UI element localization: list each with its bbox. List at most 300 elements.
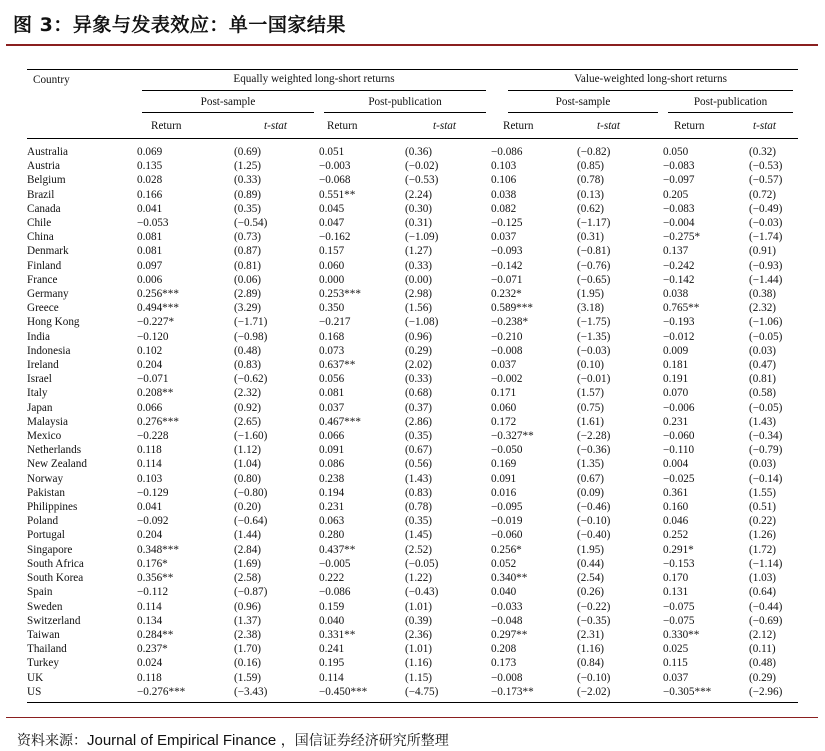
- return-cell: 0.204: [137, 529, 163, 542]
- tstat-cell: (0.81): [749, 373, 777, 386]
- return-cell: −0.162: [319, 231, 351, 244]
- group-header-value: [491, 70, 798, 93]
- return-cell: −0.173**: [491, 685, 577, 703]
- tstat-cell: (−0.62): [234, 373, 268, 386]
- return-cell: 0.016: [491, 486, 517, 499]
- return-cell: −0.050: [491, 444, 523, 457]
- country-cell: Finland: [27, 259, 62, 272]
- return-cell: 0.052: [491, 557, 517, 570]
- return-cell: 0.137: [663, 245, 689, 258]
- subheader-vw-post-sample: Post-sample: [491, 93, 663, 115]
- country-cell: Italy: [27, 387, 48, 400]
- tstat-cell: (−0.53): [405, 174, 439, 187]
- tstat-cell: (1.57): [577, 387, 605, 400]
- return-cell: 0.222: [319, 572, 345, 585]
- tstat-cell: (−0.93): [749, 259, 783, 272]
- tstat-cell: (1.43): [405, 472, 433, 485]
- country-cell: Turkey: [27, 657, 59, 670]
- tstat-cell: (−0.05): [405, 557, 439, 570]
- return-cell: 0.091: [319, 444, 345, 457]
- return-cell: 0.097: [137, 259, 163, 272]
- country-cell: Netherlands: [27, 444, 82, 457]
- tstat-cell: (−0.10): [577, 671, 611, 684]
- return-cell: 0.191: [663, 373, 689, 386]
- return-cell: 0.118: [137, 671, 162, 684]
- country-cell: Austria: [27, 160, 60, 173]
- table-row: [27, 472, 798, 486]
- table-row: [27, 656, 798, 670]
- tstat-cell: (1.27): [405, 245, 433, 258]
- return-cell: 0.070: [663, 387, 689, 400]
- return-cell: 0.037: [319, 401, 345, 414]
- table-row: [27, 614, 798, 628]
- tstat-cell: (−2.02): [577, 685, 663, 703]
- tstat-cell: (−0.54): [234, 217, 268, 230]
- return-cell: 0.060: [491, 401, 517, 414]
- tstat-cell: (−0.10): [577, 515, 611, 528]
- table-row: [27, 401, 798, 415]
- return-cell: 0.356**: [137, 572, 174, 585]
- table-row: [27, 585, 798, 599]
- col-header-tstat: t-stat: [405, 115, 491, 139]
- tstat-cell: (1.69): [234, 557, 262, 570]
- return-cell: 0.102: [137, 344, 163, 357]
- table-row: [27, 259, 798, 273]
- return-cell: 0.291*: [663, 543, 694, 556]
- tstat-cell: (1.03): [749, 572, 777, 585]
- return-cell: 0.256***: [137, 288, 179, 301]
- return-cell: 0.050: [663, 146, 689, 158]
- table-row: [27, 315, 798, 329]
- tstat-cell: (0.10): [577, 359, 605, 372]
- tstat-cell: (−0.34): [749, 430, 783, 443]
- table-row: [27, 457, 798, 471]
- return-cell: −0.083: [663, 202, 695, 215]
- return-cell: 0.134: [137, 614, 163, 627]
- return-cell: −0.450***: [319, 685, 405, 703]
- return-cell: 0.195: [319, 657, 345, 670]
- return-cell: 0.066: [137, 401, 163, 414]
- tstat-cell: (2.98): [405, 288, 433, 301]
- return-cell: −0.142: [663, 273, 695, 286]
- table-row: [27, 273, 798, 287]
- tstat-cell: (−4.75): [405, 685, 491, 703]
- tstat-cell: (3.29): [234, 302, 262, 315]
- return-cell: 0.103: [137, 472, 163, 485]
- return-cell: 0.131: [663, 586, 689, 599]
- tstat-cell: (0.83): [405, 486, 433, 499]
- return-cell: −0.003: [319, 160, 351, 173]
- country-cell: New Zealand: [27, 458, 87, 471]
- tstat-cell: (−0.01): [577, 373, 611, 386]
- tstat-cell: (0.87): [234, 245, 262, 258]
- country-header: Country: [33, 74, 70, 86]
- return-cell: 0.350: [319, 302, 345, 315]
- return-cell: 0.205: [663, 188, 689, 201]
- tstat-cell: (0.64): [749, 586, 777, 599]
- tstat-cell: (0.33): [405, 259, 433, 272]
- table-row: [27, 514, 798, 528]
- country-cell: Pakistan: [27, 486, 65, 499]
- return-cell: −0.238*: [491, 316, 529, 329]
- tstat-cell: (0.80): [234, 472, 262, 485]
- subgroup-header-row: [27, 93, 798, 115]
- table-row: [27, 543, 798, 557]
- return-cell: 0.037: [491, 231, 517, 244]
- tstat-cell: (−0.82): [577, 146, 611, 158]
- table-row: [27, 188, 798, 202]
- tstat-cell: (0.67): [405, 444, 433, 457]
- tstat-cell: (1.61): [577, 415, 605, 428]
- return-cell: 0.081: [319, 387, 345, 400]
- tstat-cell: (0.81): [234, 259, 262, 272]
- tstat-cell: (1.16): [577, 643, 605, 656]
- tstat-cell: (0.00): [405, 273, 433, 286]
- tstat-cell: (3.18): [577, 302, 605, 315]
- tstat-cell: (2.84): [234, 543, 262, 556]
- tstat-cell: (2.02): [405, 359, 433, 372]
- group-header-equal: [137, 70, 491, 93]
- return-cell: 0.037: [663, 671, 689, 684]
- tstat-cell: (0.44): [577, 557, 605, 570]
- return-cell: −0.083: [663, 160, 695, 173]
- return-cell: −0.242: [663, 259, 695, 272]
- return-cell: −0.068: [319, 174, 351, 187]
- tstat-cell: (0.03): [749, 458, 777, 471]
- return-cell: 0.589***: [491, 302, 533, 315]
- return-cell: 0.051: [319, 146, 345, 158]
- table-row: [27, 443, 798, 457]
- figure-title: 图 3：异象与发表效应：单一国家结果: [13, 14, 346, 36]
- tstat-cell: (−0.46): [577, 501, 611, 514]
- tstat-cell: (2.54): [577, 572, 605, 585]
- return-cell: 0.169: [491, 458, 517, 471]
- col-header-tstat: t-stat: [234, 115, 319, 139]
- tstat-cell: (0.83): [234, 359, 262, 372]
- col-header-tstat: t-stat: [577, 115, 663, 139]
- country-cell: Indonesia: [27, 344, 71, 357]
- country-cell: Brazil: [27, 188, 55, 201]
- country-cell: Sweden: [27, 600, 63, 613]
- return-cell: 0.252: [663, 529, 689, 542]
- tstat-cell: (−0.81): [577, 245, 611, 258]
- col-header-return: Return: [663, 115, 749, 139]
- table-row: [27, 528, 798, 542]
- col-header-return: Return: [137, 115, 234, 139]
- tstat-cell: (1.01): [405, 643, 433, 656]
- tstat-cell: (−0.22): [577, 600, 611, 613]
- return-cell: −0.075: [663, 614, 695, 627]
- return-cell: −0.129: [137, 486, 169, 499]
- tstat-cell: (0.37): [405, 401, 433, 414]
- country-cell: Japan: [27, 401, 53, 414]
- return-cell: −0.093: [491, 245, 523, 258]
- tstat-cell: (−0.64): [234, 515, 268, 528]
- tstat-cell: (0.39): [405, 614, 433, 627]
- tstat-cell: (0.33): [234, 174, 262, 187]
- return-cell: 0.340**: [491, 572, 528, 585]
- return-cell: −0.153: [663, 557, 695, 570]
- country-cell: Thailand: [27, 643, 67, 656]
- return-cell: 0.004: [663, 458, 689, 471]
- return-cell: −0.008: [491, 671, 523, 684]
- return-cell: 0.028: [137, 174, 163, 187]
- return-cell: 0.166: [137, 188, 163, 201]
- tstat-cell: (2.24): [405, 188, 433, 201]
- tstat-cell: (−1.08): [405, 316, 439, 329]
- tstat-cell: (2.52): [405, 543, 433, 556]
- tstat-cell: (−0.05): [749, 330, 783, 343]
- return-cell: −0.086: [319, 586, 351, 599]
- tstat-cell: (2.32): [749, 302, 777, 315]
- tstat-cell: (0.09): [577, 486, 605, 499]
- return-cell: −0.005: [319, 557, 351, 570]
- tstat-cell: (0.11): [749, 643, 776, 656]
- tstat-cell: (1.43): [749, 415, 777, 428]
- tstat-cell: (−0.40): [577, 529, 611, 542]
- tstat-cell: (0.91): [749, 245, 777, 258]
- return-cell: 0.114: [137, 600, 162, 613]
- tstat-cell: (−0.35): [577, 614, 611, 627]
- table-row: [27, 415, 798, 429]
- return-cell: 0.114: [319, 671, 344, 684]
- return-cell: 0.330**: [663, 628, 700, 641]
- return-cell: 0.494***: [137, 302, 179, 315]
- table-row: [27, 557, 798, 571]
- return-cell: 0.038: [663, 288, 689, 301]
- return-cell: 0.232*: [491, 288, 522, 301]
- table-row: [27, 486, 798, 500]
- table-body: [27, 145, 798, 702]
- table-row: [27, 301, 798, 315]
- return-cell: 0.115: [663, 657, 688, 670]
- return-cell: 0.204: [137, 359, 163, 372]
- tstat-cell: (0.31): [405, 217, 433, 230]
- tstat-cell: (1.70): [234, 643, 262, 656]
- tstat-cell: (0.20): [234, 501, 262, 514]
- tstat-cell: (2.36): [405, 628, 433, 641]
- tstat-cell: (0.89): [234, 188, 262, 201]
- tstat-cell: (0.96): [234, 600, 262, 613]
- footer-divider: [6, 717, 818, 718]
- return-cell: −0.095: [491, 501, 523, 514]
- return-cell: 0.103: [491, 160, 517, 173]
- return-cell: −0.305***: [663, 685, 749, 703]
- tstat-cell: (0.75): [577, 401, 605, 414]
- return-cell: −0.228: [137, 430, 169, 443]
- return-cell: −0.008: [491, 344, 523, 357]
- group-header-equal-label: Equally weighted long-short returns: [142, 72, 486, 90]
- return-cell: 0.091: [491, 472, 517, 485]
- tstat-cell: (0.33): [405, 373, 433, 386]
- return-cell: 0.047: [319, 217, 345, 230]
- tstat-cell: (−0.02): [405, 160, 439, 173]
- country-cell: Philippines: [27, 501, 78, 514]
- tstat-cell: (−1.74): [749, 231, 783, 244]
- tstat-cell: (1.04): [234, 458, 262, 471]
- tstat-cell: (−1.71): [234, 316, 268, 329]
- return-cell: 0.040: [491, 586, 517, 599]
- tstat-cell: (−1.35): [577, 330, 611, 343]
- return-cell: 0.168: [319, 330, 345, 343]
- return-cell: −0.227*: [137, 316, 175, 329]
- tstat-cell: (1.25): [234, 160, 262, 173]
- table-row: [27, 429, 798, 443]
- tstat-cell: (0.73): [234, 231, 262, 244]
- tstat-cell: (0.32): [749, 146, 777, 158]
- country-cell: Norway: [27, 472, 64, 485]
- table-row: [27, 230, 798, 244]
- tstat-cell: (1.16): [405, 657, 433, 670]
- tstat-cell: (−0.14): [749, 472, 783, 485]
- col-header-return: Return: [319, 115, 405, 139]
- return-cell: 0.066: [319, 430, 345, 443]
- return-cell: 0.280: [319, 529, 345, 542]
- tstat-cell: (0.35): [405, 515, 433, 528]
- country-cell: Canada: [27, 202, 61, 215]
- return-cell: 0.297**: [491, 628, 528, 641]
- return-cell: 0.069: [137, 146, 163, 158]
- tstat-cell: (0.84): [577, 657, 605, 670]
- tstat-cell: (−2.28): [577, 430, 611, 443]
- tstat-cell: (−0.44): [749, 600, 783, 613]
- tstat-cell: (1.37): [234, 614, 262, 627]
- tstat-cell: (0.38): [749, 288, 777, 301]
- country-cell: Malaysia: [27, 415, 69, 428]
- table-row: [27, 358, 798, 372]
- country-cell: Singapore: [27, 543, 73, 556]
- return-cell: −0.276***: [137, 685, 234, 703]
- tstat-cell: (−3.43): [234, 685, 319, 703]
- return-cell: −0.071: [137, 373, 169, 386]
- return-cell: 0.181: [663, 359, 689, 372]
- return-cell: 0.159: [319, 600, 345, 613]
- return-cell: 0.118: [137, 444, 162, 457]
- return-cell: 0.173: [491, 657, 517, 670]
- tstat-cell: (1.35): [577, 458, 605, 471]
- country-cell: Belgium: [27, 174, 66, 187]
- country-cell: Denmark: [27, 245, 69, 258]
- country-cell: Australia: [27, 146, 69, 158]
- table-row: [27, 145, 798, 159]
- tstat-cell: (1.56): [405, 302, 433, 315]
- return-cell: 0.045: [319, 202, 345, 215]
- tstat-cell: (−0.79): [749, 444, 783, 457]
- tstat-cell: (0.31): [577, 231, 605, 244]
- table-row: [27, 244, 798, 258]
- table-row: [27, 628, 798, 642]
- tstat-cell: (2.12): [749, 628, 777, 641]
- country-cell: Mexico: [27, 430, 62, 443]
- table-row: [27, 642, 798, 656]
- tstat-cell: (0.48): [749, 657, 777, 670]
- return-cell: 0.160: [663, 501, 689, 514]
- tstat-cell: (−1.09): [405, 231, 439, 244]
- table-row: [27, 173, 798, 187]
- tstat-cell: (0.48): [234, 344, 262, 357]
- tstat-cell: (−0.49): [749, 202, 783, 215]
- country-cell: South Korea: [27, 572, 84, 585]
- source-suffix: ，国信证券经济研究所整理: [276, 733, 449, 749]
- tstat-cell: (0.29): [749, 671, 777, 684]
- return-cell: −0.217: [319, 316, 351, 329]
- country-cell: Germany: [27, 288, 69, 301]
- return-cell: 0.063: [319, 515, 345, 528]
- country-cell: Chile: [27, 217, 52, 230]
- col-header-tstat: t-stat: [749, 115, 798, 139]
- tstat-cell: (2.38): [234, 628, 262, 641]
- return-cell: 0.135: [137, 160, 163, 173]
- tstat-cell: (0.78): [577, 174, 605, 187]
- tstat-cell: (0.68): [405, 387, 433, 400]
- return-cell: 0.551**: [319, 188, 356, 201]
- table-row: [27, 287, 798, 301]
- return-cell: 0.041: [137, 202, 163, 215]
- return-cell: 0.276***: [137, 415, 179, 428]
- source-note: [17, 730, 449, 750]
- return-cell: 0.006: [137, 273, 163, 286]
- tstat-cell: (0.16): [234, 657, 262, 670]
- return-cell: 0.253***: [319, 288, 361, 301]
- tstat-cell: (−0.98): [234, 330, 268, 343]
- return-cell: 0.231: [319, 501, 345, 514]
- return-cell: 0.114: [137, 458, 162, 471]
- tstat-cell: (2.65): [234, 415, 262, 428]
- tstat-cell: (−0.05): [749, 401, 783, 414]
- return-cell: 0.040: [319, 614, 345, 627]
- tstat-cell: (0.26): [577, 586, 605, 599]
- country-cell: UK: [27, 671, 44, 684]
- return-cell: 0.208: [491, 643, 517, 656]
- tstat-cell: (2.58): [234, 572, 262, 585]
- col-header-return: Return: [491, 115, 577, 139]
- tstat-cell: (0.35): [234, 202, 262, 215]
- return-cell: 0.171: [491, 387, 517, 400]
- subheader-ew-post-sample: Post-sample: [137, 93, 319, 115]
- tstat-cell: (−0.03): [749, 217, 783, 230]
- return-cell: −0.193: [663, 316, 695, 329]
- tstat-cell: (0.13): [577, 188, 605, 201]
- return-cell: 0.238: [319, 472, 345, 485]
- tstat-cell: (0.30): [405, 202, 433, 215]
- return-cell: −0.002: [491, 373, 523, 386]
- return-cell: −0.060: [663, 430, 695, 443]
- tstat-cell: (−0.65): [577, 273, 611, 286]
- tstat-cell: (−1.17): [577, 217, 611, 230]
- return-cell: −0.025: [663, 472, 695, 485]
- subheader-ew-post-publication: Post-publication: [319, 93, 491, 115]
- return-cell: 0.437**: [319, 543, 356, 556]
- tstat-cell: (0.92): [234, 401, 262, 414]
- return-cell: 0.106: [491, 174, 517, 187]
- return-cell: −0.125: [491, 217, 523, 230]
- return-cell: 0.081: [137, 231, 163, 244]
- tstat-cell: (1.59): [234, 671, 262, 684]
- return-cell: −0.071: [491, 273, 523, 286]
- title-divider: [6, 44, 818, 46]
- country-cell: Israel: [27, 373, 52, 386]
- tstat-cell: (1.95): [577, 543, 605, 556]
- table-row: [27, 685, 798, 703]
- tstat-cell: (−0.87): [234, 586, 268, 599]
- return-cell: 0.157: [319, 245, 345, 258]
- tstat-cell: (0.29): [405, 344, 433, 357]
- tstat-cell: (0.85): [577, 160, 605, 173]
- return-cell: 0.241: [319, 643, 345, 656]
- tstat-cell: (1.22): [405, 572, 433, 585]
- country-cell: India: [27, 330, 50, 343]
- tstat-cell: (−1.14): [749, 557, 783, 570]
